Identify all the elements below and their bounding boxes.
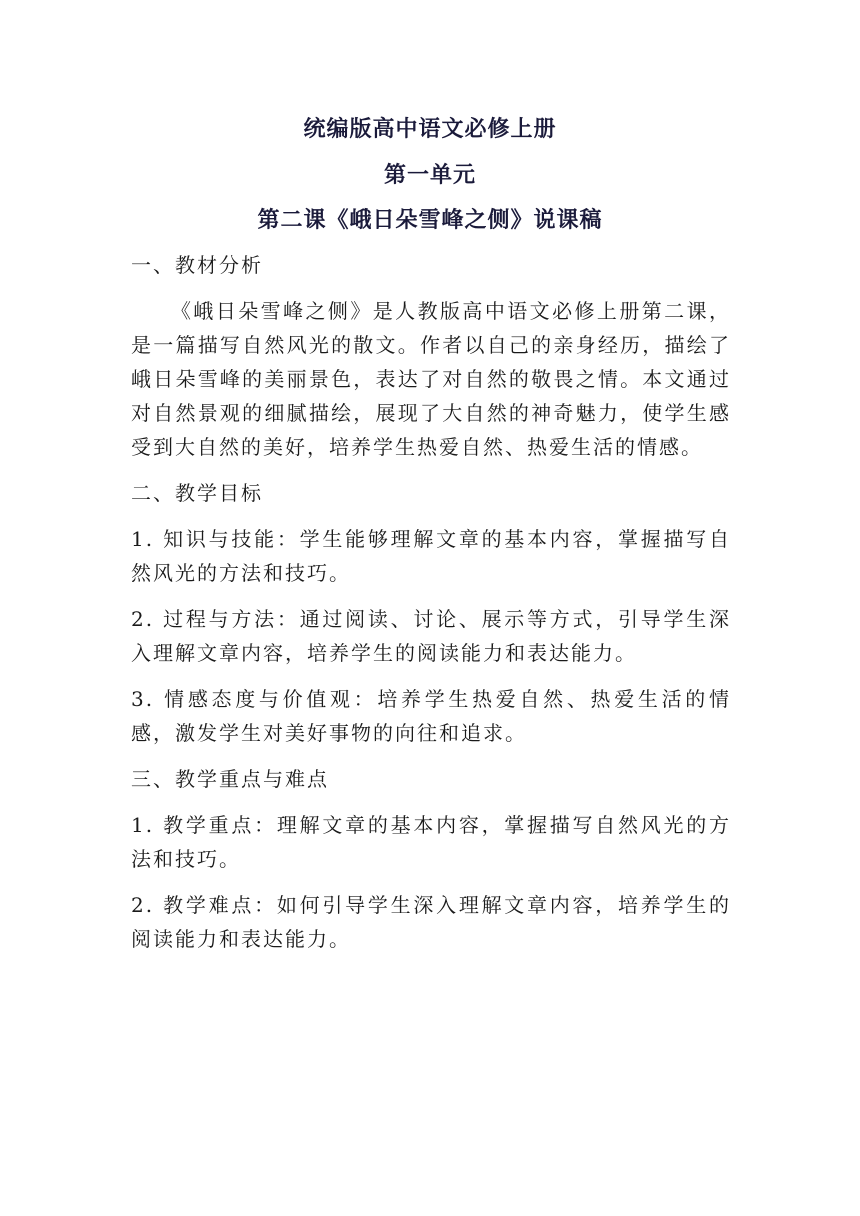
- teaching-goal-item: 3. 情感态度与价值观：培养学生热爱自然、热爱生活的情感，激发学生对美好事物的向往和追求。: [131, 687, 731, 745]
- book-title: 统编版高中语文必修上册: [303, 116, 557, 142]
- teaching-goal-item: 2. 过程与方法：通过阅读、讨论、展示等方式，引导学生深入理解文章内容，培养学生的阅读能力和表达能力。: [131, 607, 731, 665]
- teaching-goal-item: 1. 知识与技能：学生能够理解文章的基本内容，掌握描写自然风光的方法和技巧。: [131, 527, 731, 585]
- section-heading-teaching-goals: 二、教学目标: [131, 481, 263, 505]
- lesson-title: 第二课《峨日朵雪峰之侧》说课稿: [257, 207, 603, 233]
- document-body: [131, 248, 731, 968]
- section-heading-key-points: 三、教学重点与难点: [131, 767, 329, 791]
- unit-title: 第一单元: [383, 162, 476, 188]
- key-point-item: 2. 教学难点：如何引导学生深入理解文章内容，培养学生的阅读能力和表达能力。: [131, 893, 731, 951]
- section-heading-textbook-analysis: 一、教材分析: [131, 253, 263, 277]
- textbook-analysis-paragraph: 《峨日朵雪峰之侧》是人教版高中语文必修上册第二课，是一篇描写自然风光的散文。作者以自己的亲身经历，描绘了峨日朵雪峰的美丽景色，表达了对自然的敬畏之情。本文通过对自然景观的细腻描绘，展现了大自然的神奇魅力，使学生感受到大自然的美好，培养学生热爱自然、热爱生活的情感。: [131, 299, 731, 459]
- key-point-item: 1. 教学重点：理解文章的基本内容，掌握描写自然风光的方法和技巧。: [131, 813, 731, 871]
